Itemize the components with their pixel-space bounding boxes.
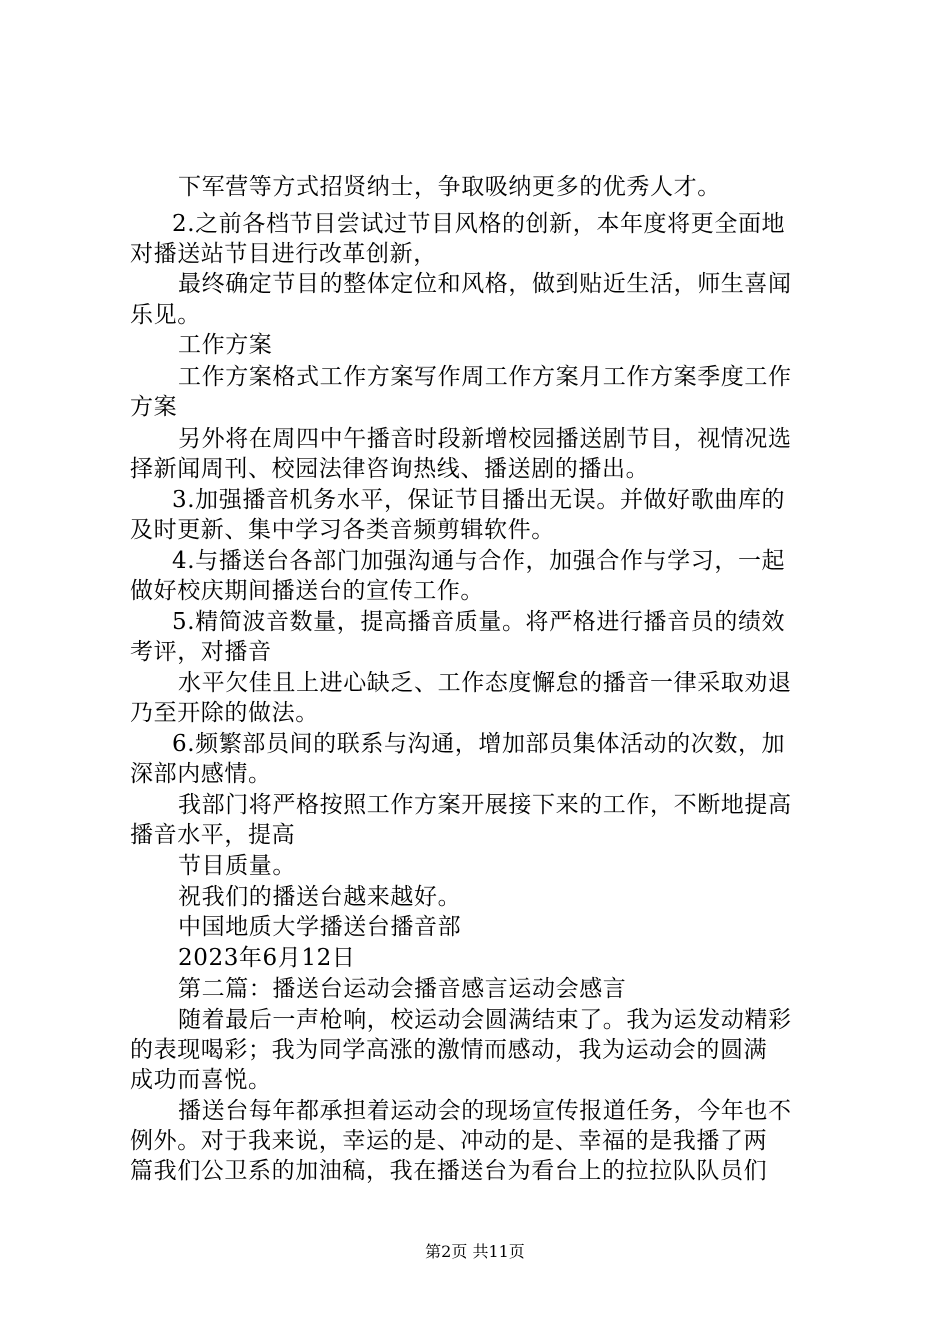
text-line-12: 及时更新、集中学习各类音频剪辑软件。 [130, 517, 555, 543]
text-line-20: 深部内感情。 [130, 761, 272, 787]
text-line-18: 乃至开除的做法。 [130, 700, 319, 726]
text-line-6: 工作方案 [178, 332, 273, 358]
text-line-14: 做好校庆期间播送台的宣传工作。 [130, 578, 484, 604]
text-line-30: 成功而喜悦。 [130, 1067, 272, 1093]
text-line-32: 例外。对于我来说，幸运的是、冲动的是、幸福的是我播了两 [130, 1128, 768, 1154]
text-line-3: 对播送站节目进行改革创新， [130, 241, 437, 267]
text-line-21: 我部门将严格按照工作方案开展接下来的工作，不断地提高 [178, 792, 792, 818]
text-line-22: 播音水平，提高 [130, 822, 296, 848]
text-line-24: 祝我们的播送台越来越好。 [178, 884, 462, 910]
text-line-10: 择新闻周刊、校园法律咨询热线、播送剧的播出。 [130, 456, 650, 482]
text-line-15: 5.精简波音数量，提高播音质量。将严格进行播音员的绩效 [172, 609, 786, 635]
text-line-8: 方案 [130, 394, 178, 420]
text-line-27: 第二篇：播送台运动会播音感言运动会感言 [178, 976, 627, 1002]
text-line-9: 另外将在周四中午播音时段新增校园播送剧节目，视情况选 [178, 426, 792, 452]
text-line-5: 乐见。 [130, 302, 201, 328]
text-line-2: 2.之前各档节目尝试过节目风格的创新，本年度将更全面地 [172, 211, 786, 237]
text-line-23: 节目质量。 [178, 853, 296, 879]
page-footer: 第2页 共11页 [425, 1242, 525, 1261]
text-line-16: 考评，对播音 [130, 639, 272, 665]
text-line-19: 6.频繁部员间的联系与沟通，增加部员集体活动的次数，加 [172, 731, 786, 757]
text-line-31: 播送台每年都承担着运动会的现场宣传报道任务，今年也不 [178, 1098, 792, 1124]
text-line-26: 2023年6月12日 [178, 945, 356, 971]
text-line-17: 水平欠佳且上进心缺乏、工作态度懈怠的播音一律采取劝退 [178, 670, 792, 696]
text-line-4: 最终确定节目的整体定位和风格，做到贴近生活，师生喜闻 [178, 271, 792, 297]
text-line-28: 随着最后一声枪响，校运动会圆满结束了。我为运发动精彩 [178, 1007, 792, 1033]
text-line-33: 篇我们公卫系的加油稿，我在播送台为看台上的拉拉队队员们 [130, 1158, 768, 1184]
text-line-13: 4.与播送台各部门加强沟通与合作，加强合作与学习，一起 [172, 548, 786, 574]
text-line-1: 下军营等方式招贤纳士，争取吸纳更多的优秀人才。 [178, 174, 721, 200]
text-line-11: 3.加强播音机务水平，保证节目播出无误。并做好歌曲库的 [172, 487, 786, 513]
text-line-25: 中国地质大学播送台播音部 [178, 914, 462, 940]
text-line-7: 工作方案格式工作方案写作周工作方案月工作方案季度工作 [178, 364, 792, 390]
text-line-29: 的表现喝彩；我为同学高涨的激情而感动，我为运动会的圆满 [130, 1037, 768, 1063]
